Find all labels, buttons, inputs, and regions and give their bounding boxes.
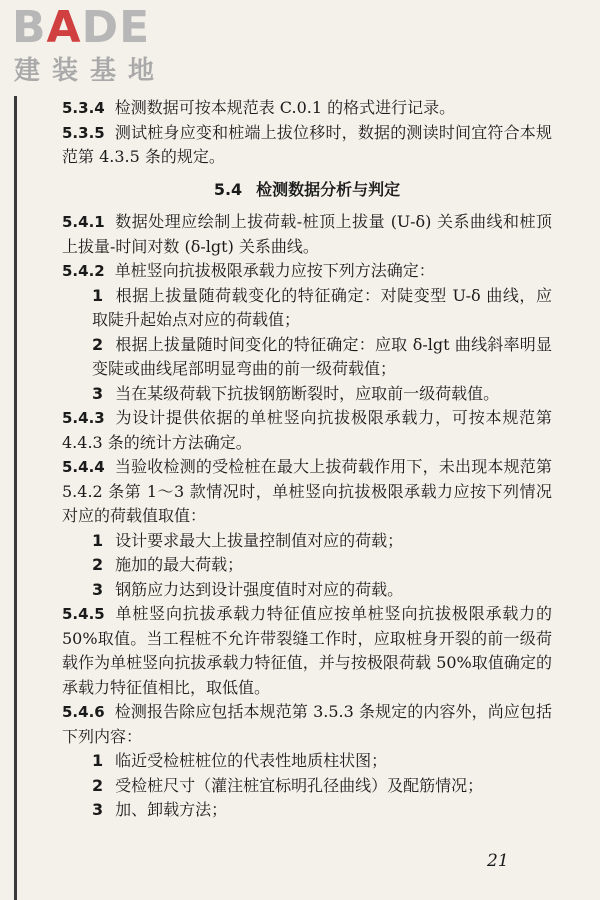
list-item [62, 333, 552, 382]
page-body [62, 96, 552, 823]
clause-number: 5.4.2 [62, 262, 105, 280]
logo-subtitle: 建装基地 [14, 56, 167, 86]
page-number: 21 [487, 851, 509, 871]
item-text: 设计要求最大上拔量控制值对应的荷载； [115, 530, 404, 550]
watermark-logo [12, 4, 182, 94]
logo-brand: BADE [12, 2, 151, 53]
clause-number: 5.4.3 [62, 409, 105, 427]
list-item [62, 284, 552, 333]
clause-text: 为设计提供依据的单桩竖向抗拔极限承载力，可按本规范第 4.4.3 条的统计方法确定。 [62, 408, 552, 452]
list-item [62, 798, 552, 823]
clause-text: 当验收检测的受检桩在最大上拔荷载作用下，未出现本规范第 5.4.2 条第 1～3 款情况时，单桩竖向抗拔极限承载力应按下列情况对应的荷载值取值： [62, 457, 552, 525]
clause-5-4-6 [62, 700, 552, 749]
item-text: 加、卸载方法； [115, 800, 228, 819]
list-item [62, 382, 552, 407]
section-number: 5.4 [213, 179, 243, 199]
clause-5-4-4 [62, 455, 552, 529]
clause-5-4-1 [62, 210, 552, 259]
list-item [62, 578, 552, 603]
clause-text: 单桩竖向抗拔极限承载力应按下列方法确定： [114, 261, 435, 280]
list-item [62, 749, 552, 774]
item-number: 1 [92, 530, 104, 550]
item-text: 当在某级荷载下抗拔钢筋断裂时，应取前一级荷载值。 [115, 383, 500, 403]
clause-text: 检测数据可按本规范表 C.0.1 的格式进行记录。 [114, 98, 456, 117]
clause-number: 5.4.6 [62, 703, 105, 721]
item-number: 1 [92, 751, 104, 770]
item-text: 根据上拔量随时间变化的特征确定：应取 δ-lgt 曲线斜率明显变陡或曲线尾部明显弯曲的前一级荷载值； [92, 334, 552, 378]
clause-number: 5.4.5 [62, 605, 105, 623]
item-number: 2 [92, 555, 104, 574]
item-text: 施加的最大荷载； [115, 555, 244, 574]
item-number: 2 [92, 334, 104, 354]
clause-number: 5.3.5 [62, 123, 105, 142]
book-spine-edge [14, 96, 17, 900]
clause-text: 测试桩身应变和桩端上拔位移时，数据的测读时间宜符合本规范第 4.3.5 条的规定。 [62, 122, 552, 166]
list-item [62, 529, 552, 554]
list-item [62, 774, 552, 799]
clause-5-3-5 [62, 121, 552, 170]
clause-number: 5.4.1 [62, 213, 105, 231]
item-number: 3 [92, 800, 104, 819]
clause-5-4-3 [62, 406, 552, 455]
item-number: 3 [92, 579, 104, 599]
list-item [62, 553, 552, 578]
item-number: 2 [92, 775, 104, 795]
clause-text: 检测报告除应包括本规范第 3.5.3 条规定的内容外，尚应包括下列内容： [62, 702, 552, 746]
clause-5-4-5 [62, 602, 552, 700]
item-number: 1 [92, 285, 104, 305]
clause-number: 5.4.4 [62, 458, 105, 476]
section-title: 检测数据分析与判定 [256, 179, 401, 199]
clause-text: 单桩竖向抗拔承载力特征值应按单桩竖向抗拔极限承载力的 50%取值。当工程桩不允许带裂缝工作时，应取桩身开裂的前一级荷载作为单桩竖向抗拔承载力特征值，并与按极限荷载 50%取值确定的承载力特征值相比，取低值。 [62, 604, 552, 697]
item-number: 3 [92, 383, 104, 403]
item-text: 根据上拔量随荷载变化的特征确定：对陡变型 U-δ 曲线，应取陡升起始点对应的荷载值； [92, 285, 552, 329]
item-text: 受检桩尺寸（灌注桩宜标明孔径曲线）及配筋情况； [115, 775, 484, 795]
item-text: 临近受检桩桩位的代表性地质柱状图； [115, 751, 388, 770]
clause-5-3-4 [62, 96, 552, 121]
clause-number: 5.3.4 [62, 99, 105, 117]
section-heading [62, 178, 552, 203]
item-text: 钢筋应力达到设计强度值时对应的荷载。 [115, 579, 404, 599]
clause-text: 数据处理应绘制上拔荷载-桩顶上拔量 (U-δ) 关系曲线和桩顶上拔量-时间对数 (δ-lgt) 关系曲线。 [62, 212, 552, 256]
clause-5-4-2 [62, 259, 552, 284]
